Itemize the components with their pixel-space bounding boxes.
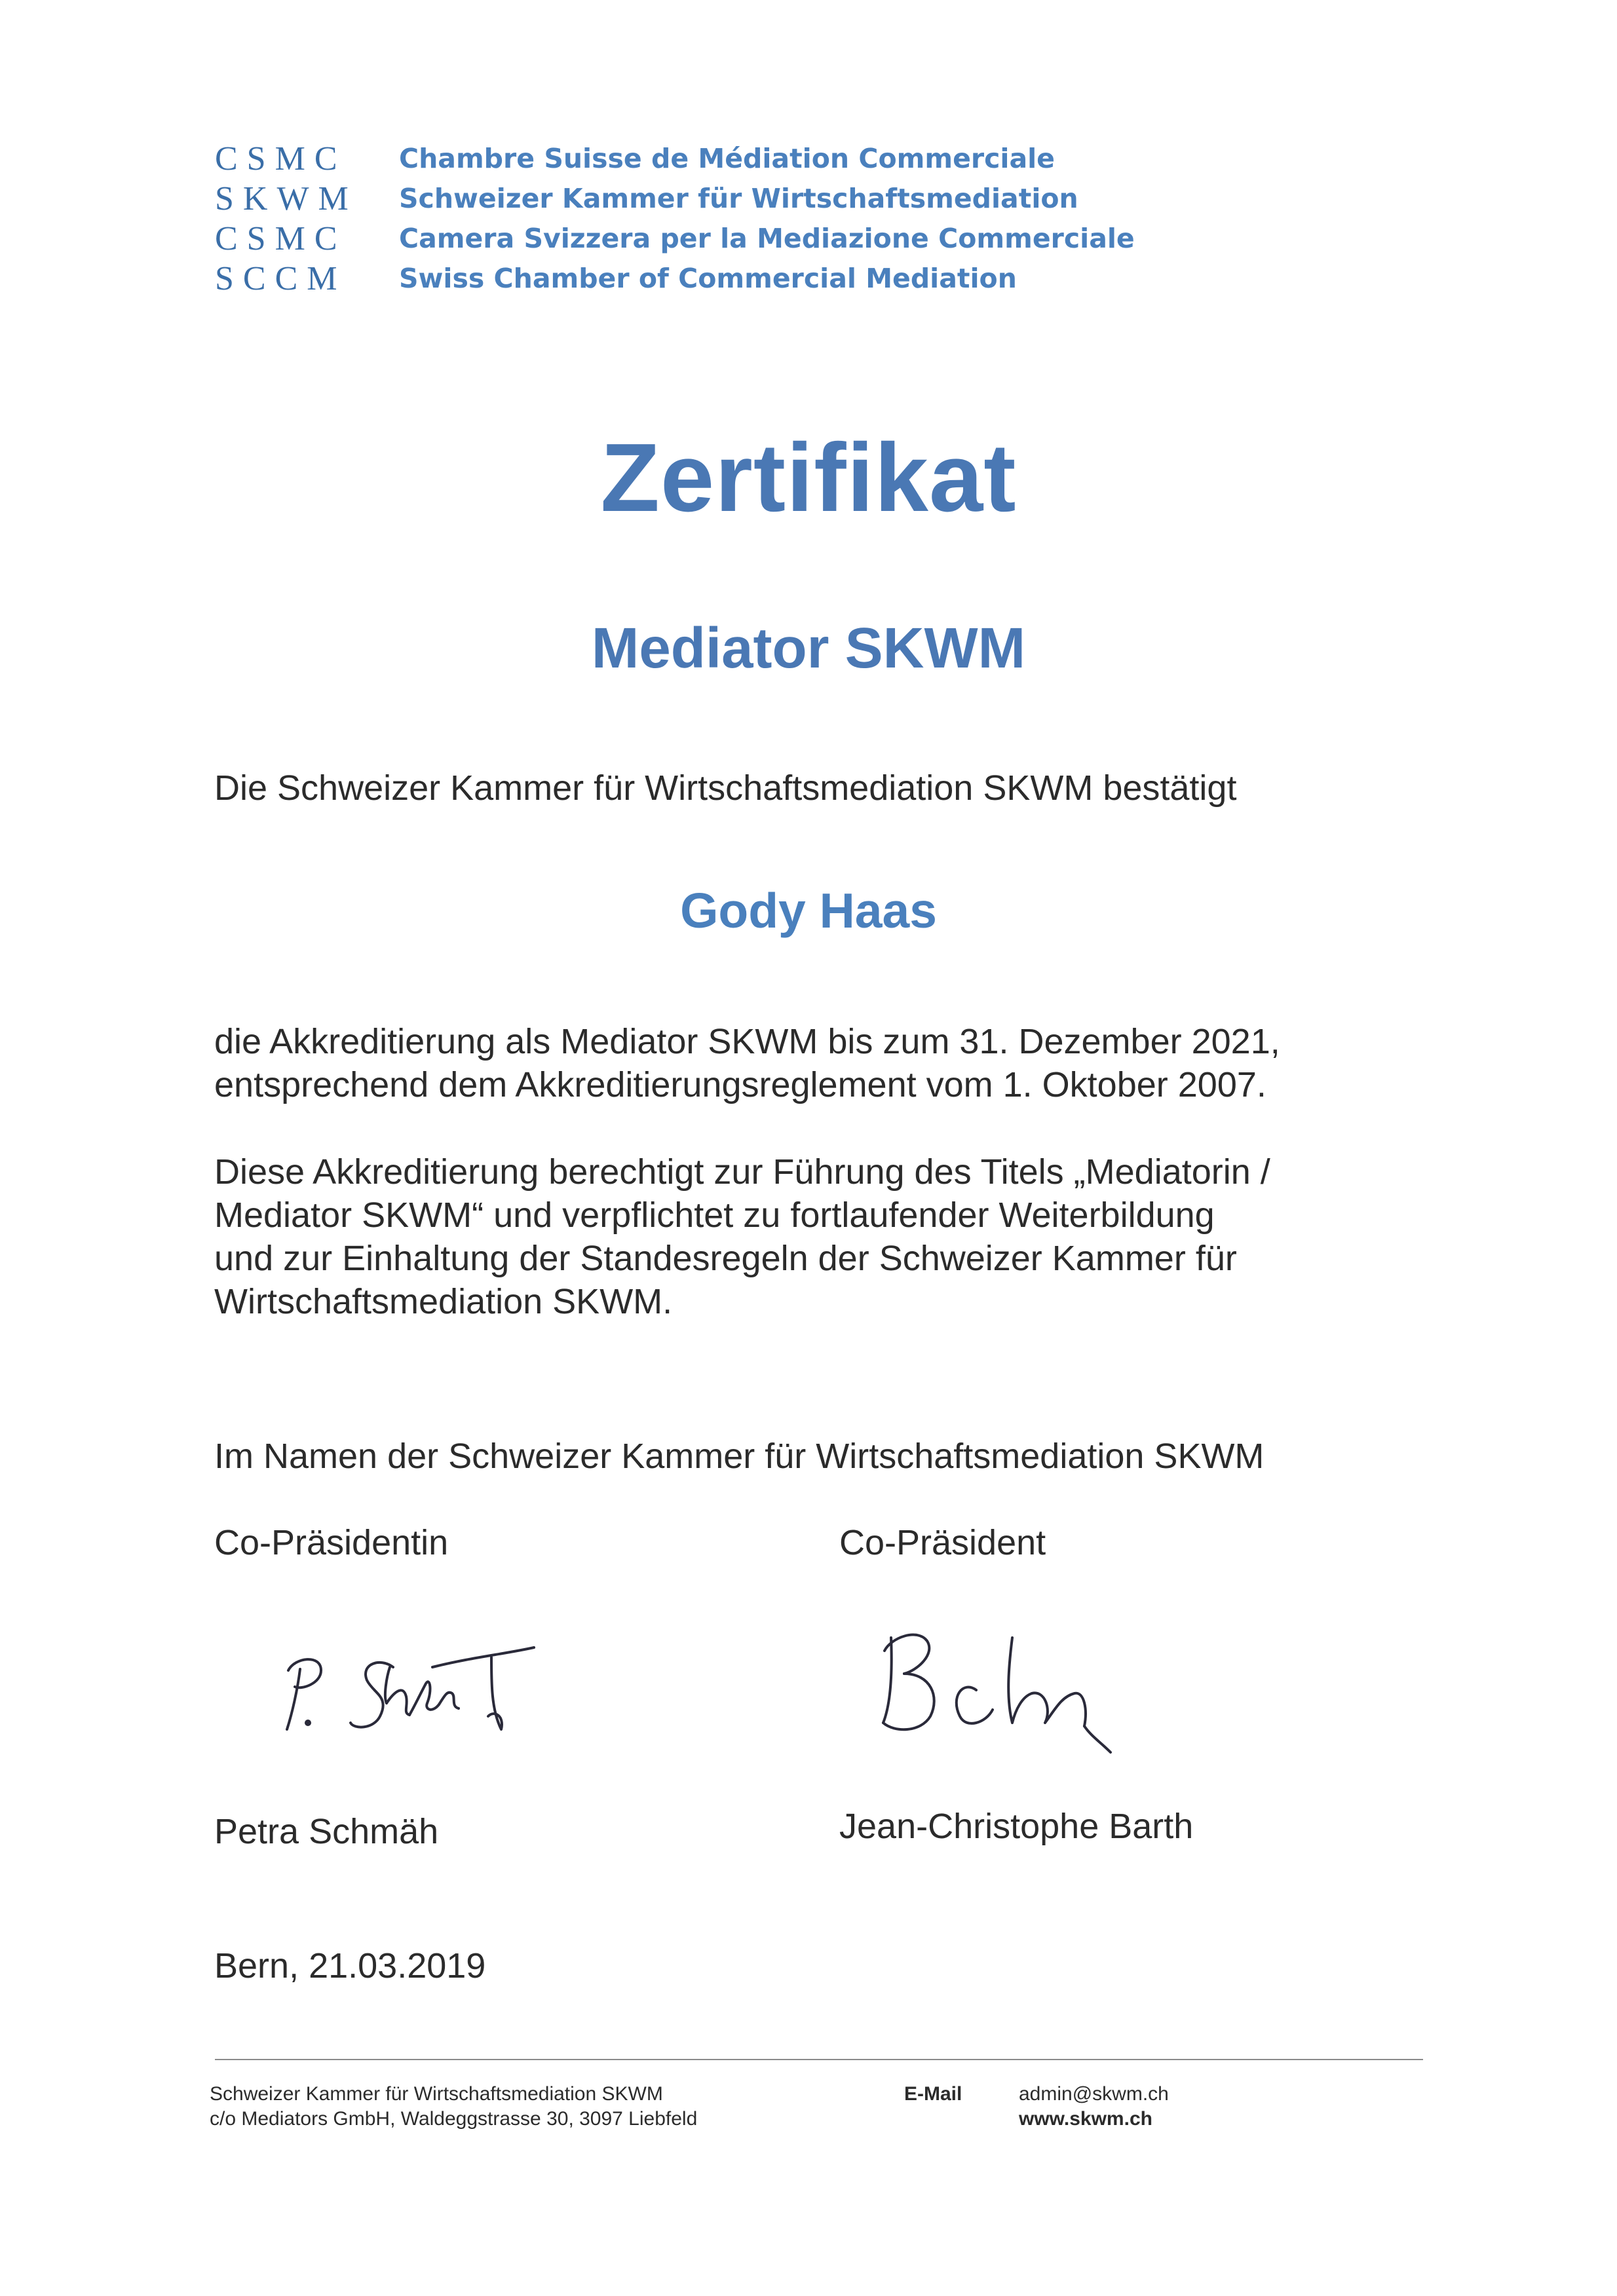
letterhead-org-name: Schweizer Kammer für Wirtschaftsmediation	[399, 183, 1078, 214]
letterhead-org-name: Chambre Suisse de Médiation Commerciale	[399, 143, 1055, 174]
left-signatory-role: Co-Präsidentin	[214, 1523, 449, 1562]
paragraph-line: Diese Akkreditierung berechtigt zur Führung des Titels „Mediatorin /	[214, 1152, 1270, 1192]
letterhead-abbreviation: CSMC	[215, 220, 347, 257]
footer-address-line1: Schweizer Kammer für Wirtschaftsmediation SKWM	[210, 2083, 663, 2105]
accreditation-paragraph	[214, 1020, 1459, 1106]
letterhead-org-name: Swiss Chamber of Commercial Mediation	[399, 263, 1017, 294]
certificate-subtitle: Mediator SKWM	[591, 616, 1026, 680]
left-signature-image	[275, 1631, 550, 1756]
letterhead-abbreviation: CSMC	[215, 140, 347, 178]
right-signature-image	[865, 1611, 1140, 1775]
intro-text: Die Schweizer Kammer für Wirtschaftsmediation SKWM bestätigt	[214, 768, 1237, 808]
footer-divider	[215, 2059, 1423, 2060]
right-signatory-role: Co-Präsident	[839, 1523, 1046, 1562]
certificate-title: Zertifikat	[600, 424, 1017, 532]
letterhead-abbreviation: SKWM	[215, 180, 358, 217]
entitlement-paragraph	[214, 1150, 1459, 1323]
footer-website-link[interactable]: www.skwm.ch	[1019, 2108, 1152, 2130]
paragraph-line: und zur Einhaltung der Standesregeln der Schweizer Kammer für	[214, 1239, 1237, 1278]
paragraph-line: die Akkreditierung als Mediator SKWM bis zum 31. Dezember 2021,	[214, 1022, 1280, 1061]
footer-email-link[interactable]: admin@skwm.ch	[1019, 2083, 1169, 2105]
paragraph-line: Mediator SKWM“ und verpflichtet zu fortlaufender Weiterbildung	[214, 1195, 1215, 1235]
footer-address-line2: c/o Mediators GmbH, Waldeggstrasse 30, 3097 Liebfeld	[210, 2108, 698, 2130]
left-signatory-name: Petra Schmäh	[214, 1812, 439, 1851]
on-behalf-text: Im Namen der Schweizer Kammer für Wirtschaftsmediation SKWM	[214, 1437, 1265, 1476]
right-signatory-name: Jean-Christophe Barth	[839, 1807, 1194, 1846]
recipient-name: Gody Haas	[680, 883, 937, 938]
paragraph-line: entsprechend dem Akkreditierungsreglement vom 1. Oktober 2007.	[214, 1065, 1266, 1104]
place-date: Bern, 21.03.2019	[214, 1946, 486, 1985]
footer-email-label: E-Mail	[904, 2083, 962, 2105]
letterhead-org-name: Camera Svizzera per la Mediazione Commerciale	[399, 223, 1135, 254]
letterhead-abbreviation: SCCM	[215, 260, 347, 297]
paragraph-line: Wirtschaftsmediation SKWM.	[214, 1282, 673, 1321]
